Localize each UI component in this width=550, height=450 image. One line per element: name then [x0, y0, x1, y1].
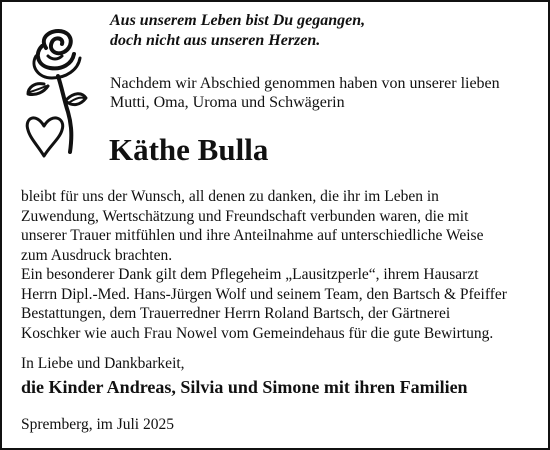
intro-text	[110, 74, 500, 112]
body-line: Koschker wie auch Frau Nowel vom Gemeindehaus für die gute Bewirtung.	[21, 324, 494, 342]
rose-with-heart-icon	[24, 26, 90, 160]
body-line: Ein besonderer Dank gilt dem Pflegeheim „Lausitzperle“, ihrem Hausarzt	[21, 266, 479, 283]
epigraph	[110, 11, 365, 51]
body-line: bleibt für uns der Wunsch, all denen zu danken, die ihr im Leben in	[21, 188, 439, 205]
body-line: unserer Trauer mitfühlen und ihre Anteilnahme auf unterschiedliche Weise	[21, 227, 484, 244]
body-line: Zuwendung, Wertschätzung und Freundschaft verbunden waren, die mit	[21, 207, 469, 225]
signatories: die Kinder Andreas, Silvia und Simone mit ihren Familien	[21, 377, 468, 397]
closing-line: In Liebe und Dankbarkeit,	[21, 355, 185, 372]
body-line: zum Ausdruck brachten.	[21, 246, 173, 264]
thanks-body	[21, 187, 541, 343]
deceased-name: Käthe Bulla	[109, 132, 269, 167]
body-line: Herrn Dipl.-Med. Hans-Jürgen Wolf und seinem Team, den Bartsch & Pfeiffer	[21, 285, 507, 303]
body-line: Bestattungen, dem Trauerredner Herrn Roland Bartsch, der Gärtnerei	[21, 305, 451, 322]
epigraph-line: doch nicht aus unseren Herzen.	[110, 32, 321, 49]
place-date: Spremberg, im Juli 2025	[21, 416, 174, 433]
intro-line: Nachdem wir Abschied genommen haben von unserer lieben	[110, 75, 500, 92]
intro-line: Mutti, Oma, Uroma und Schwägerin	[110, 94, 345, 111]
epigraph-line: Aus unserem Leben bist Du gegangen,	[110, 12, 366, 29]
